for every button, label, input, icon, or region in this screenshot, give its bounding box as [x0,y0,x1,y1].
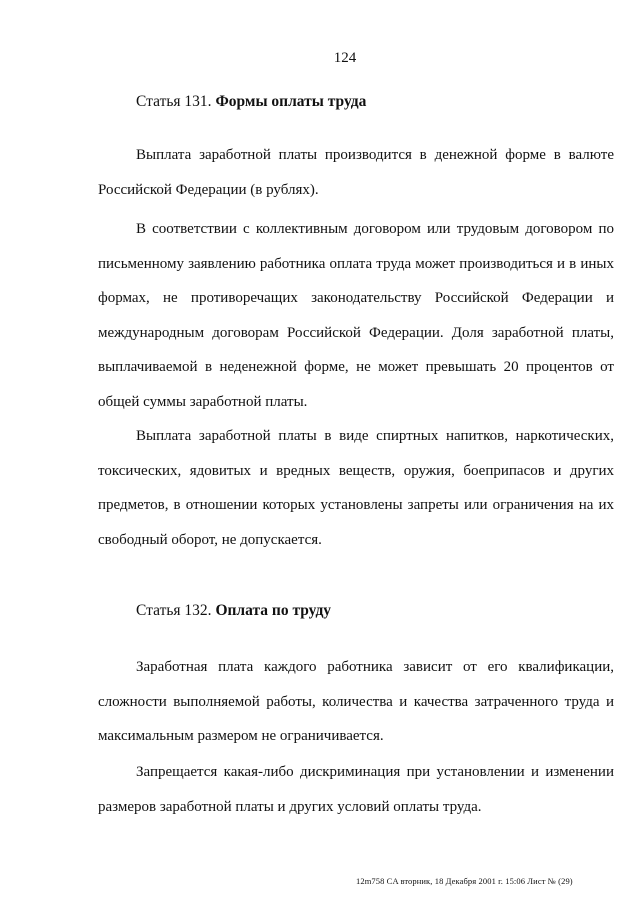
article-131-paragraph-2: В соответствии с коллективным договором или трудовым договором по письменному заявлению работника оплата труда может производиться и в иных формах, не противоречащих законодательству Российской Федерации и международным договорам Российской Федерации. Доля заработной платы, выплачиваемой в неденежной форме, не может превышать 20 процентов от общей суммы заработной платы. [98,221,614,410]
article-131-title: Формы оплаты труда [215,93,367,110]
article-131-heading [136,93,366,111]
article-131-paragraph-1: Выплата заработной платы производится в денежной форме в валюте Российской Федерации (в рублях). [98,147,614,198]
page-number: 124 [333,50,357,66]
page-footer: 12m758 CA вторник, 18 Декабря 2001 г. 15:06 Лист № (29) [356,876,573,886]
article-132-label: Статья 132. [136,602,212,619]
article-132-paragraph-1: Заработная плата каждого работника зависит от его квалификации, сложности выполняемой работы, количества и качества затраченного труда и максимальным размером не ограничивается. [98,659,614,745]
article-132-paragraph-2: Запрещается какая-либо дискриминация при установлении и изменении размеров заработной платы и других условий оплаты труда. [98,764,614,815]
article-131-paragraph-3: Выплата заработной платы в виде спиртных напитков, наркотических, токсических, ядовитых и вредных веществ, оружия, боеприпасов и других предметов, в отношении которых установлены запреты или ограничения на их свободный оборот, не допускается. [98,428,614,548]
article-132-heading [136,602,331,620]
article-132-title: Оплата по труду [215,602,332,619]
article-131-label: Статья 131. [136,93,212,110]
